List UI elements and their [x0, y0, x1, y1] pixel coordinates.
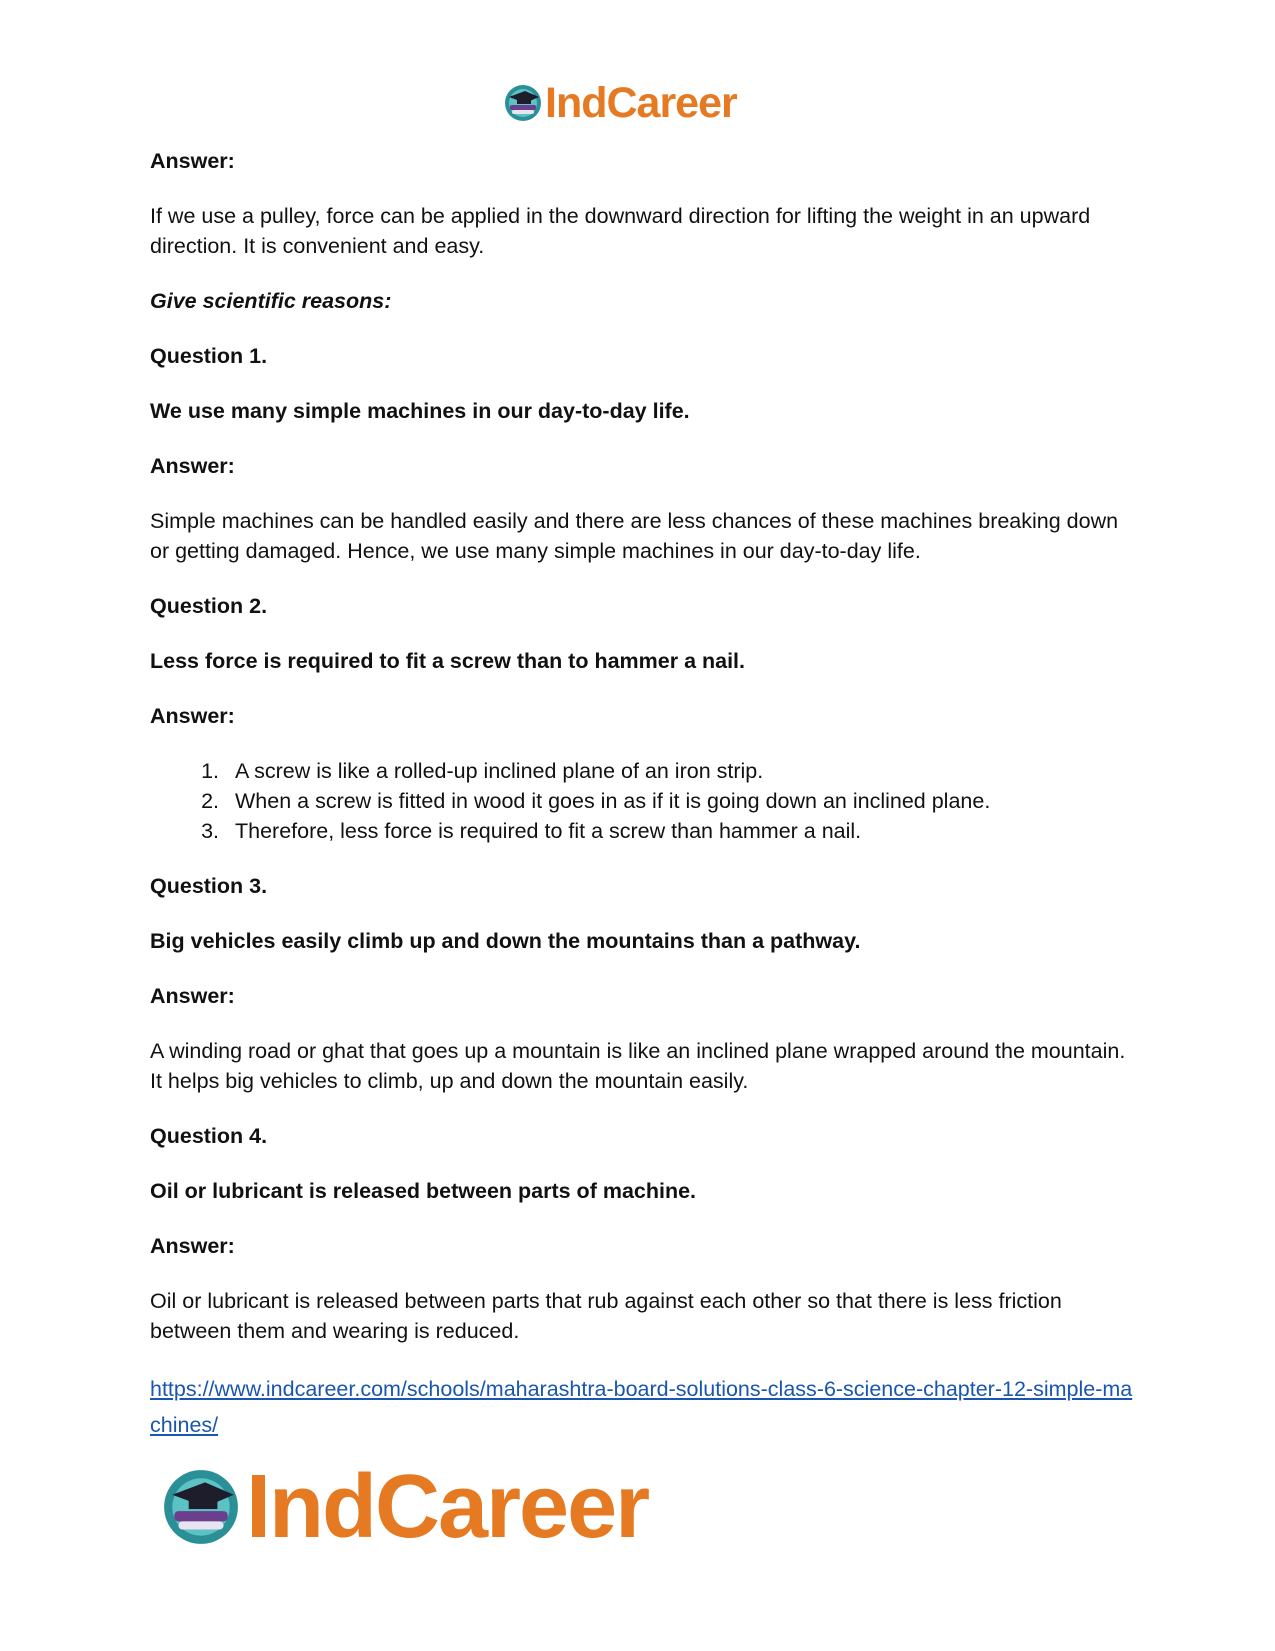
question-text: Big vehicles easily climb up and down the mountains than a pathway. [150, 929, 861, 953]
document-body [150, 146, 1140, 1443]
header-logo-text: IndCareer [545, 78, 737, 127]
graduation-books-icon [503, 83, 543, 123]
answer-label: Answer: [150, 454, 235, 478]
graduation-books-icon [160, 1466, 242, 1548]
answer-list [150, 756, 1140, 846]
answer-label: Answer: [150, 704, 235, 728]
answer-text: If we use a pulley, force can be applied in the downward direction for lifting the weight in an upward direction. It is convenient and easy. [150, 204, 1091, 258]
question-label: Question 2. [150, 594, 268, 618]
answer-list-item: 2. When a screw is fitted in wood it goes in as if it is going down an inclined plane. [225, 786, 1140, 816]
footer-logo [160, 1456, 649, 1557]
footer-logo-text: IndCareer [246, 1456, 649, 1557]
question-text: We use many simple machines in our day-to-day life. [150, 399, 690, 423]
section-title: Give scientific reasons: [150, 289, 392, 313]
question-label: Question 3. [150, 874, 268, 898]
source-link[interactable]: https://www.indcareer.com/schools/maharashtra-board-solutions-class-6-science-chapter-12-simple-machines/ [150, 1377, 1133, 1437]
question-text: Less force is required to fit a screw than to hammer a nail. [150, 649, 746, 673]
answer-label: Answer: [150, 149, 235, 173]
question-label: Question 4. [150, 1124, 268, 1148]
answer-list-item: 1. A screw is like a rolled-up inclined plane of an iron strip. [225, 756, 1140, 786]
answer-text: A winding road or ghat that goes up a mountain is like an inclined plane wrapped around the mountain. It helps big vehicles to climb, up and down the mountain easily. [150, 1039, 1126, 1093]
answer-label: Answer: [150, 984, 235, 1008]
answer-text: Oil or lubricant is released between parts that rub against each other so that there is less friction between them and wearing is reduced. [150, 1289, 1062, 1343]
header-logo [503, 78, 737, 128]
question-label: Question 1. [150, 344, 268, 368]
question-text: Oil or lubricant is released between parts of machine. [150, 1179, 697, 1203]
answer-text: Simple machines can be handled easily and there are less chances of these machines breaking down or getting damaged. Hence, we use many simple machines in our day-to-day life. [150, 509, 1119, 563]
answer-list-item: 3. Therefore, less force is required to fit a screw than hammer a nail. [225, 816, 1140, 846]
answer-label: Answer: [150, 1234, 235, 1258]
